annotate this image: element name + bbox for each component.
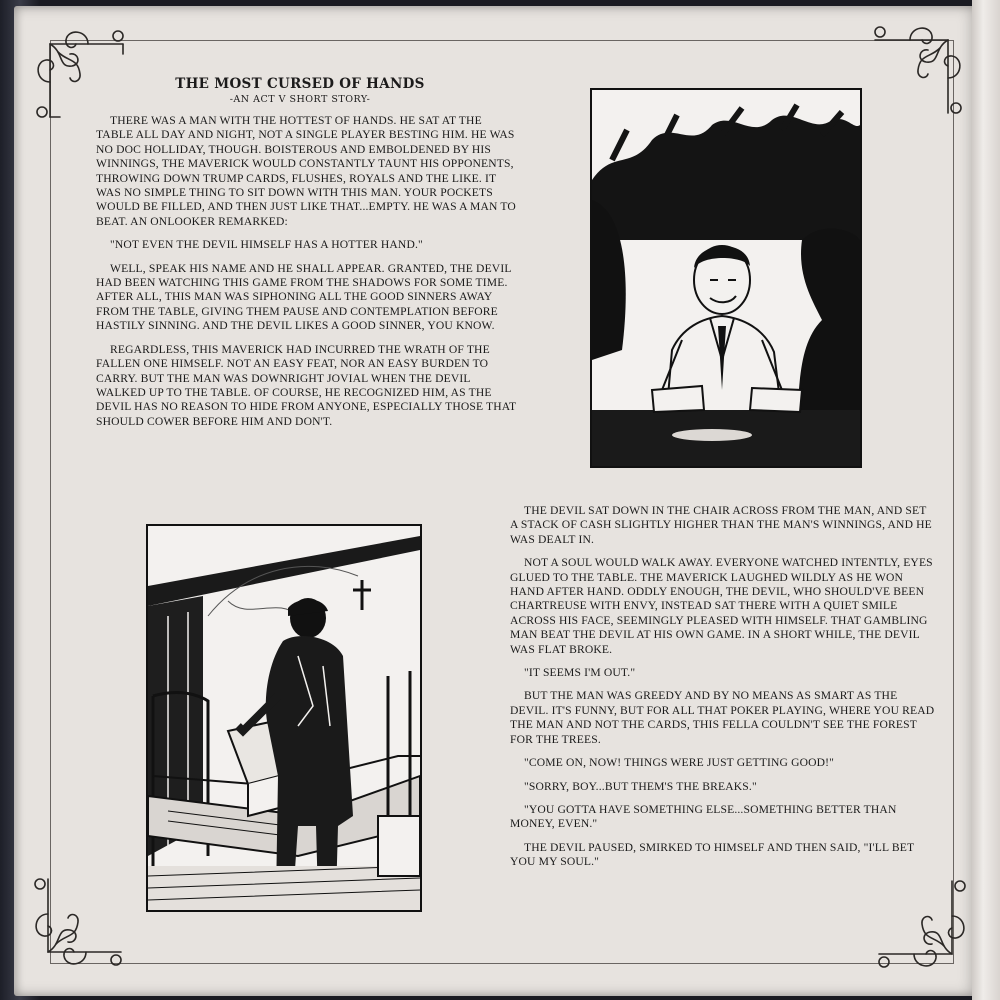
paragraph: "IT SEEMS I'M OUT." <box>524 666 636 680</box>
paragraph: "COME ON, NOW! THINGS WERE JUST GETTING GOOD!" <box>524 756 835 770</box>
page-gutter <box>972 0 1000 1000</box>
story-subtitle: -AN ACT V SHORT STORY- <box>229 94 371 105</box>
paragraph: "NOT EVEN THE DEVIL HIMSELF HAS A HOTTER HAND." <box>110 238 423 252</box>
left-text-column <box>96 114 520 438</box>
corner-ornament-bottom-right <box>864 866 974 976</box>
paragraph: "SORRY, BOY...BUT THEM'S THE BREAKS." <box>524 779 757 793</box>
paragraph: THERE WAS A MAN WITH THE HOTTEST OF HANDS. HE SAT AT THE TABLE ALL DAY AND NIGHT, NOT A SINGLE PLAYER BESTING HIM. HE WAS NO DOC HOLLIDAY, THOUGH. BOISTEROUS AND EMBOLDENED BY HIS WINNINGS, THE MAVERICK WOULD CONSTANTLY TAUNT HIS OPPONENTS, THROWING DOWN TRUMP CARDS, FLUSHES, ROYALS AND THE LIKE. IT WAS NO SIMPLE THING TO SIT DOWN WITH THIS MAN. YOUR POCKETS WOULD BE FILLED, AND THEN JUST LIKE THAT...EMPTY. HE WAS A MAN TO BEAT. AN ONLOOKER REMARKED: <box>96 114 516 228</box>
corner-ornament-bottom-left <box>26 864 136 974</box>
right-text-column <box>510 504 935 879</box>
paragraph: THE DEVIL PAUSED, SMIRKED TO HIMSELF AND THEN SAID, "I'LL BET YOU MY SOUL." <box>510 840 914 869</box>
story-title: THE MOST CURSED OF HANDS <box>175 76 425 92</box>
illustration-poker-table <box>590 88 862 468</box>
paragraph: WELL, SPEAK HIS NAME AND HE SHALL APPEAR. GRANTED, THE DEVIL HAD BEEN WATCHING THIS GAME FROM THE SHADOWS FOR SOME TIME. AFTER ALL, THIS MAN WAS SIPHONING ALL THE GOOD SINNERS AWAY FROM THE TABLE, GIVING THEM PAUSE AND CONTEMPLATION BEFORE HASTILY SINNING. AND THE DEVIL LIKES A GOOD SINNER, YOU KNOW. <box>96 261 512 333</box>
paragraph: THE DEVIL SAT DOWN IN THE CHAIR ACROSS FROM THE MAN, AND SET A STACK OF CASH SLIGHTLY HIGHER THAN THE MAN'S WINNINGS, AND HE WAS DEALT IN. <box>510 504 932 546</box>
corner-ornament-top-right <box>860 18 970 128</box>
illustration-bedroom <box>146 524 422 912</box>
paragraph: BUT THE MAN WAS GREEDY AND BY NO MEANS AS SMART AS THE DEVIL. IT'S FUNNY, BUT FOR ALL THAT POKER PLAYING, WHERE YOU READ THE MAN AND NOT THE CARDS, THIS FELLA COULDN'T SEE THE FOREST FOR THE TREES. <box>510 689 935 746</box>
paragraph: REGARDLESS, THIS MAVERICK HAD INCURRED THE WRATH OF THE FALLEN ONE HIMSELF. NOT AN EASY FEAT, NOR AN EASY BURDEN TO CARRY. BUT THE MAN WAS DOWNRIGHT JOVIAL WHEN THE DEVIL WALKED UP TO THE TABLE. OF COURSE, HE RECOGNIZED HIM, AS THE DEVIL HAS NO REASON TO HIDE FROM ANYONE, ESPECIALLY THOSE THAT SHOULD COWER BEFORE HIM AND DON'T. <box>96 342 517 428</box>
paragraph: "YOU GOTTA HAVE SOMETHING ELSE...SOMETHING BETTER THAN MONEY, EVEN." <box>510 802 897 831</box>
paragraph: NOT A SOUL WOULD WALK AWAY. EVERYONE WATCHED INTENTLY, EYES GLUED TO THE TABLE. THE MAVERICK LAUGHED WILDLY AS HE WON HAND AFTER HAND. ODDLY ENOUGH, THE DEVIL, WHO SHOULD'VE BEEN CHARTREUSE WITH ENVY, INSTEAD SAT THERE WITH A QUIET SMILE ACROSS HIS FACE, SEEMINGLY PLEASED WITH HIMSELF. THAT GAMBLING MAN BEAT THE DEVIL AT HIS OWN GAME. IN A SHORT WHILE, THE DEVIL WAS FLAT BROKE. <box>510 556 933 656</box>
